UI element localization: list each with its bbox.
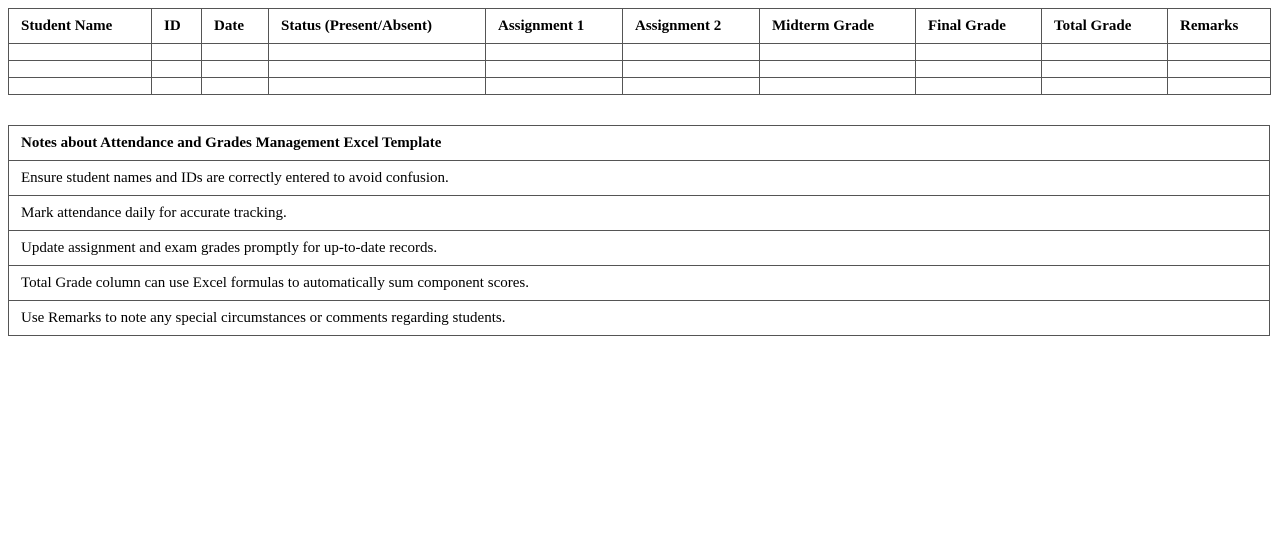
table-cell[interactable] [623,78,760,95]
table-row [9,61,1271,78]
grades-table [8,8,1271,95]
table-cell[interactable] [486,78,623,95]
table-cell[interactable] [1042,61,1168,78]
table-cell[interactable] [916,78,1042,95]
column-header: Status (Present/Absent) [269,9,486,44]
table-cell[interactable] [1168,78,1271,95]
table-cell[interactable] [202,61,269,78]
table-cell[interactable] [486,44,623,61]
column-header: Total Grade [1042,9,1168,44]
column-header: ID [152,9,202,44]
table-cell[interactable] [202,78,269,95]
note-item: Use Remarks to note any special circumstances or comments regarding students. [9,301,1270,336]
table-cell[interactable] [623,44,760,61]
table-cell[interactable] [760,61,916,78]
table-row [9,78,1271,95]
table-cell[interactable] [9,61,152,78]
table-cell[interactable] [269,61,486,78]
table-cell[interactable] [152,44,202,61]
table-cell[interactable] [1168,61,1271,78]
note-item: Update assignment and exam grades promptly for up-to-date records. [9,231,1270,266]
notes-table [8,125,1270,336]
note-row [9,161,1270,196]
table-cell[interactable] [623,61,760,78]
table-row [9,44,1271,61]
column-header: Student Name [9,9,152,44]
note-item: Total Grade column can use Excel formulas to automatically sum component scores. [9,266,1270,301]
header-row [9,9,1271,44]
table-cell[interactable] [152,61,202,78]
column-header: Date [202,9,269,44]
table-cell[interactable] [269,44,486,61]
note-row [9,196,1270,231]
table-cell[interactable] [760,78,916,95]
table-cell[interactable] [486,61,623,78]
column-header: Midterm Grade [760,9,916,44]
note-item: Mark attendance daily for accurate tracking. [9,196,1270,231]
table-cell[interactable] [1042,78,1168,95]
table-cell[interactable] [916,61,1042,78]
note-row [9,231,1270,266]
column-header: Assignment 1 [486,9,623,44]
note-item: Ensure student names and IDs are correctly entered to avoid confusion. [9,161,1270,196]
note-row [9,266,1270,301]
table-cell[interactable] [269,78,486,95]
column-header: Remarks [1168,9,1271,44]
table-cell[interactable] [9,44,152,61]
note-row [9,301,1270,336]
notes-title: Notes about Attendance and Grades Management Excel Template [9,126,1270,161]
column-header: Final Grade [916,9,1042,44]
table-cell[interactable] [760,44,916,61]
table-cell[interactable] [9,78,152,95]
table-cell[interactable] [202,44,269,61]
table-cell[interactable] [152,78,202,95]
table-cell[interactable] [1168,44,1271,61]
notes-header-row [9,126,1270,161]
column-header: Assignment 2 [623,9,760,44]
table-cell[interactable] [1042,44,1168,61]
table-cell[interactable] [916,44,1042,61]
